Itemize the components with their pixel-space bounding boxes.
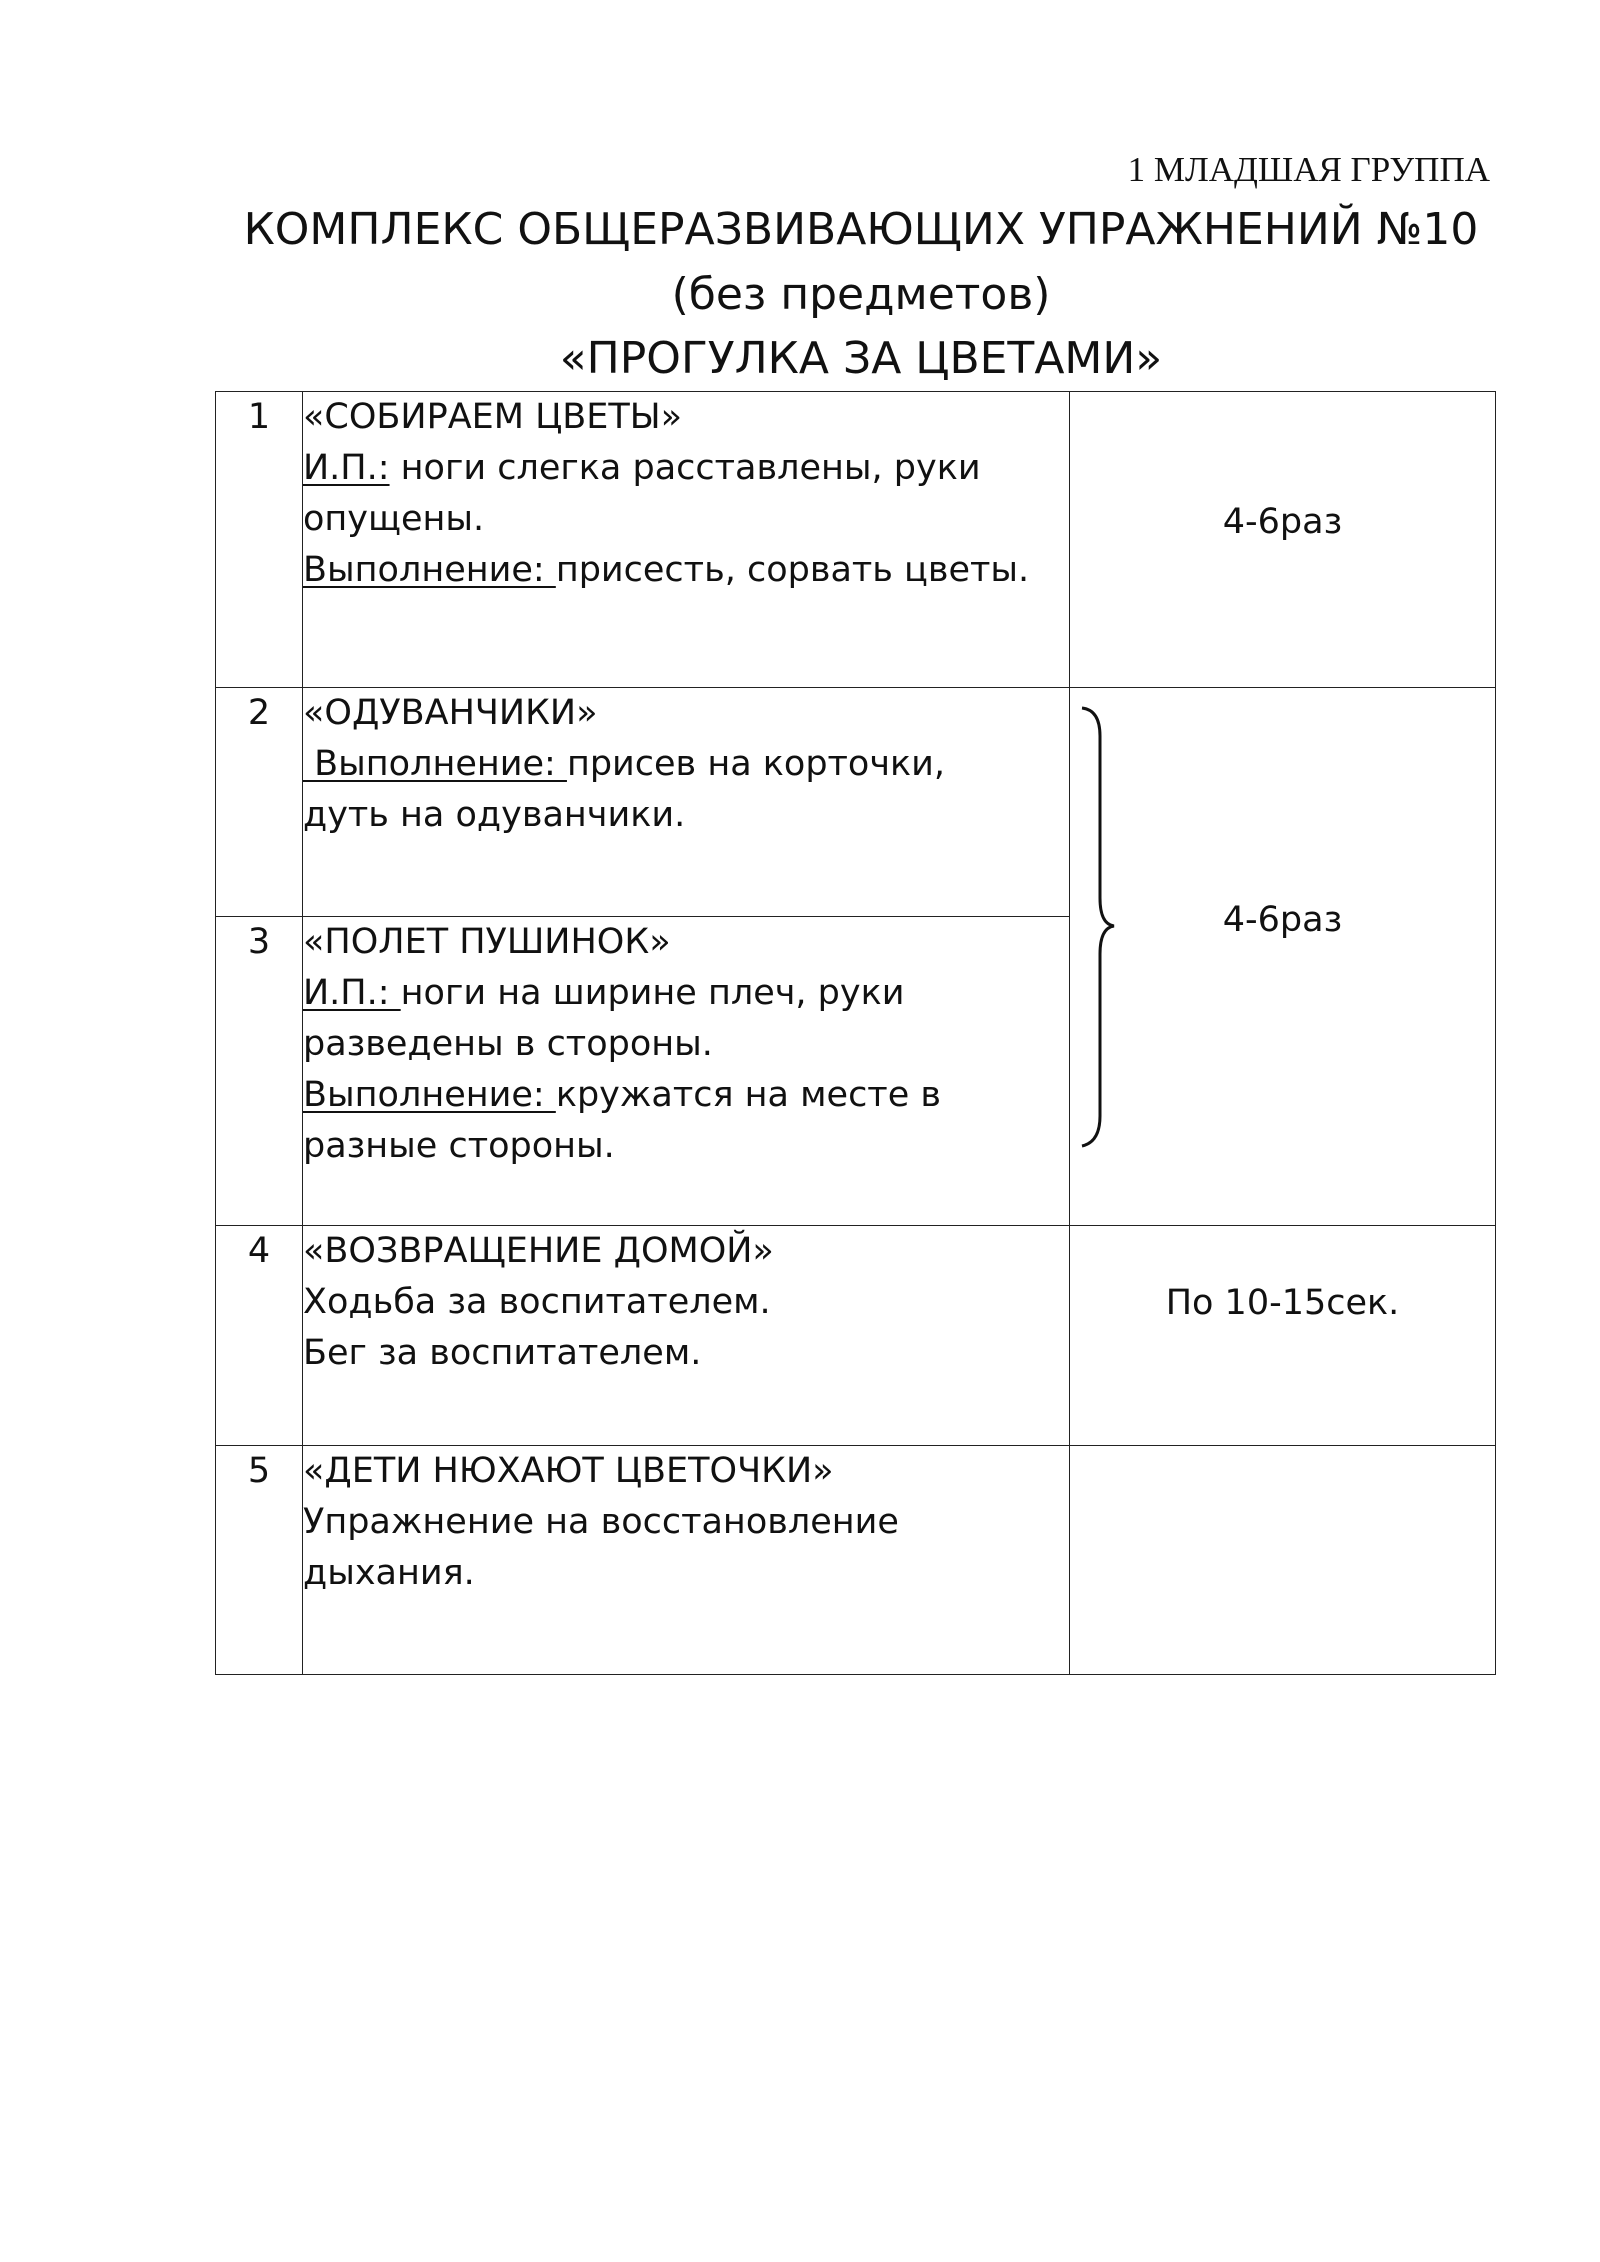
exec-text: присесть, сорвать цветы. xyxy=(555,550,1030,590)
dosage-value: По 10-15сек. xyxy=(1165,1283,1400,1323)
title-line-3: «ПРОГУЛКА ЗА ЦВЕТАМИ» xyxy=(559,333,1163,384)
table-row xyxy=(216,1446,1496,1675)
ip-label: И.П.: xyxy=(303,448,390,488)
exercise-number: 5 xyxy=(216,1446,303,1675)
exercise-name: «ОДУВАНЧИКИ» xyxy=(303,693,598,733)
exec-text: дуть на одуванчики. xyxy=(303,795,686,835)
exec-label: Выполнение: xyxy=(303,1075,556,1115)
exercise-number: 1 xyxy=(216,392,303,688)
title-line-2: (без предметов) xyxy=(671,269,1051,320)
dosage-cell-shared xyxy=(1070,688,1496,1226)
exec-text: разные стороны. xyxy=(303,1126,615,1166)
exercise-description xyxy=(303,917,1070,1226)
exercise-name: «ВОЗВРАЩЕНИЕ ДОМОЙ» xyxy=(303,1231,774,1271)
dosage-value: 4-6раз xyxy=(1222,502,1343,542)
ip-text: ноги на ширине плеч, руки xyxy=(400,973,905,1013)
group-label: 1 МЛАДШАЯ ГРУППА xyxy=(1127,150,1490,189)
dosage-cell xyxy=(1070,1446,1496,1675)
ip-text: опущены. xyxy=(303,499,485,539)
exercise-text: Ходьба за воспитателем. xyxy=(303,1282,771,1322)
exercise-name: «СОБИРАЕМ ЦВЕТЫ» xyxy=(303,397,683,437)
exercise-name: «ПОЛЕТ ПУШИНОК» xyxy=(303,922,671,962)
exercise-number: 2 xyxy=(216,688,303,917)
table-row xyxy=(216,392,1496,688)
dosage-value: 4-6раз xyxy=(1222,900,1343,940)
exercise-text: дыхания. xyxy=(303,1553,475,1593)
ip-text: разведены в стороны. xyxy=(303,1024,713,1064)
ip-label: И.П.: xyxy=(303,973,401,1013)
exec-text: присев на корточки, xyxy=(566,744,946,784)
table-row xyxy=(216,688,1496,917)
exercise-description xyxy=(303,392,1070,688)
dosage-cell xyxy=(1070,392,1496,688)
exercise-number: 3 xyxy=(216,917,303,1226)
exec-label: Выполнение: xyxy=(303,550,556,590)
exercise-description xyxy=(303,688,1070,917)
exercise-description xyxy=(303,1226,1070,1446)
exercise-table xyxy=(215,391,1496,1675)
exercise-description xyxy=(303,1446,1070,1675)
table-row xyxy=(216,1226,1496,1446)
exercise-text: Бег за воспитателем. xyxy=(303,1333,702,1373)
title-line-1: КОМПЛЕКС ОБЩЕРАЗВИВАЮЩИХ УПРАЖНЕНИЙ №10 xyxy=(243,204,1479,255)
exec-label: Выполнение: xyxy=(303,744,567,784)
exercise-number: 4 xyxy=(216,1226,303,1446)
exec-text: кружатся на месте в xyxy=(555,1075,941,1115)
exercise-name: «ДЕТИ НЮХАЮТ ЦВЕТОЧКИ» xyxy=(303,1451,834,1491)
ip-text: ноги слегка расставлены, руки xyxy=(389,448,981,488)
dosage-cell xyxy=(1070,1226,1496,1446)
exercise-text: Упражнение на восстановление xyxy=(303,1502,899,1542)
